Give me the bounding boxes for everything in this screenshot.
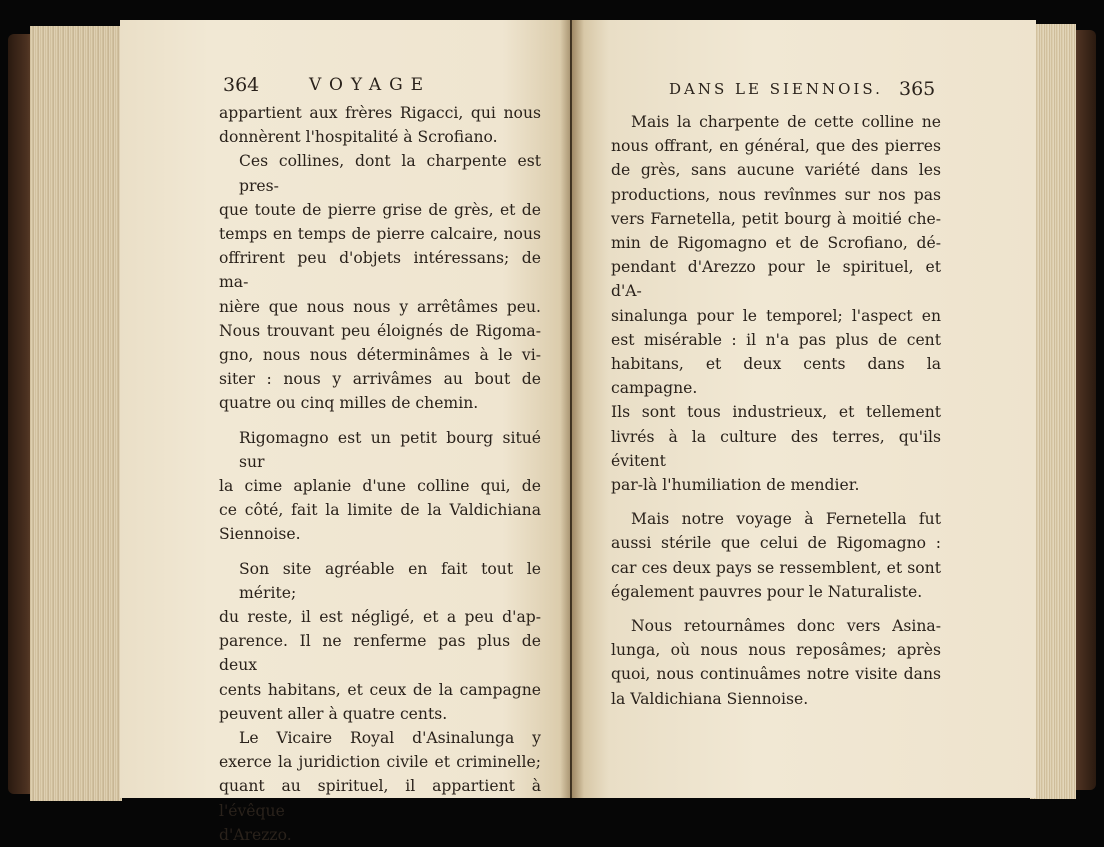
right-running-title: DANS LE SIENNOIS.: [669, 80, 883, 98]
text-line: nous offrant, en général, que des pierres: [611, 137, 941, 156]
text-line: donnèrent l'hospitalité à Scrofiano.: [219, 128, 498, 147]
text-line: également pauvres pour le Naturaliste.: [611, 582, 923, 601]
text-line: la Valdichiana Siennoise.: [611, 689, 809, 708]
text-line: Nous retournâmes donc vers Asina-: [631, 617, 941, 636]
text-line: gno, nous nous déterminâmes à le vi-: [219, 346, 541, 365]
text-line: du reste, il est négligé, et a peu d'ap-: [219, 608, 541, 627]
text-line: lunga, où nous nous reposâmes; après: [611, 641, 941, 660]
text-line: par-là l'humiliation de mendier.: [611, 476, 860, 495]
left-page-text: [219, 101, 541, 847]
text-line: cents habitans, et ceux de la campagne: [219, 680, 541, 699]
text-line: quant au spirituel, il appartient à l'évêque: [219, 777, 541, 820]
text-line: sinalunga pour le temporel; l'aspect en: [611, 306, 941, 325]
text-line: siter : nous y arrivâmes au bout de: [219, 370, 541, 389]
text-line: Son site agréable en fait tout le mérite;: [239, 559, 541, 602]
text-line: Nous trouvant peu éloignés de Rigoma-: [219, 321, 541, 340]
left-page-number: 364: [223, 74, 260, 96]
text-line: quatre ou cinq milles de chemin.: [219, 394, 479, 413]
text-line: Le Vicaire Royal d'Asinalunga y: [239, 729, 541, 748]
text-line: Mais notre voyage à Fernetella fut: [631, 510, 941, 529]
text-line: habitans, et deux cents dans la campagne.: [611, 355, 941, 398]
text-line: peuvent aller à quatre cents.: [219, 704, 448, 723]
text-line: offrirent peu d'objets intéressans; de ma-: [219, 249, 541, 292]
text-line: temps en temps de pierre calcaire, nous: [219, 225, 541, 244]
text-line: aussi stérile que celui de Rigomagno :: [611, 534, 941, 553]
text-line: Ils sont tous industrieux, et tellement: [611, 403, 941, 422]
text-line: min de Rigomagno et de Scrofiano, dé-: [611, 234, 941, 253]
text-line: livrés à la culture des terres, qu'ils évitent: [611, 427, 941, 470]
text-line: la cime aplanie d'une colline qui, de: [219, 477, 541, 496]
text-line: ce côté, fait la limite de la Valdichiana: [219, 501, 541, 520]
text-line: est misérable : il n'a pas plus de cent: [611, 330, 941, 349]
right-page-text: [611, 110, 941, 711]
text-line: Siennoise.: [219, 525, 301, 544]
text-line: Rigomagno est un petit bourg situé sur: [239, 428, 541, 471]
text-line: parence. Il ne renferme pas plus de deux: [219, 632, 541, 675]
page-edges-right: [1030, 24, 1076, 799]
text-line: Ces collines, dont la charpente est pres-: [239, 152, 541, 195]
book-gutter: [560, 20, 584, 798]
text-line: pendant d'Arezzo pour le spirituel, et d'A-: [611, 258, 941, 301]
text-line: Mais la charpente de cette colline ne: [631, 113, 941, 131]
text-line: de grès, sans aucune variété dans les: [611, 161, 941, 180]
text-line: vers Farnetella, petit bourg à moitié che-: [611, 209, 941, 228]
text-line: d'Arezzo.: [219, 825, 292, 844]
page-edges-left: [30, 26, 122, 801]
text-line: que toute de pierre grise de grès, et de: [219, 200, 541, 219]
text-line: car ces deux pays se ressemblent, et sont: [611, 558, 941, 577]
text-line: nière que nous nous y arrêtâmes peu.: [219, 297, 541, 316]
text-line: productions, nous revînmes sur nos pas: [611, 185, 941, 204]
left-running-title: VOYAGE: [309, 75, 432, 95]
right-page-number: 365: [899, 78, 936, 100]
text-line: exerce la juridiction civile et criminelle;: [219, 753, 541, 772]
text-line: appartient aux frères Rigacci, qui nous: [219, 104, 541, 122]
text-line: quoi, nous continuâmes notre visite dans: [611, 665, 941, 684]
